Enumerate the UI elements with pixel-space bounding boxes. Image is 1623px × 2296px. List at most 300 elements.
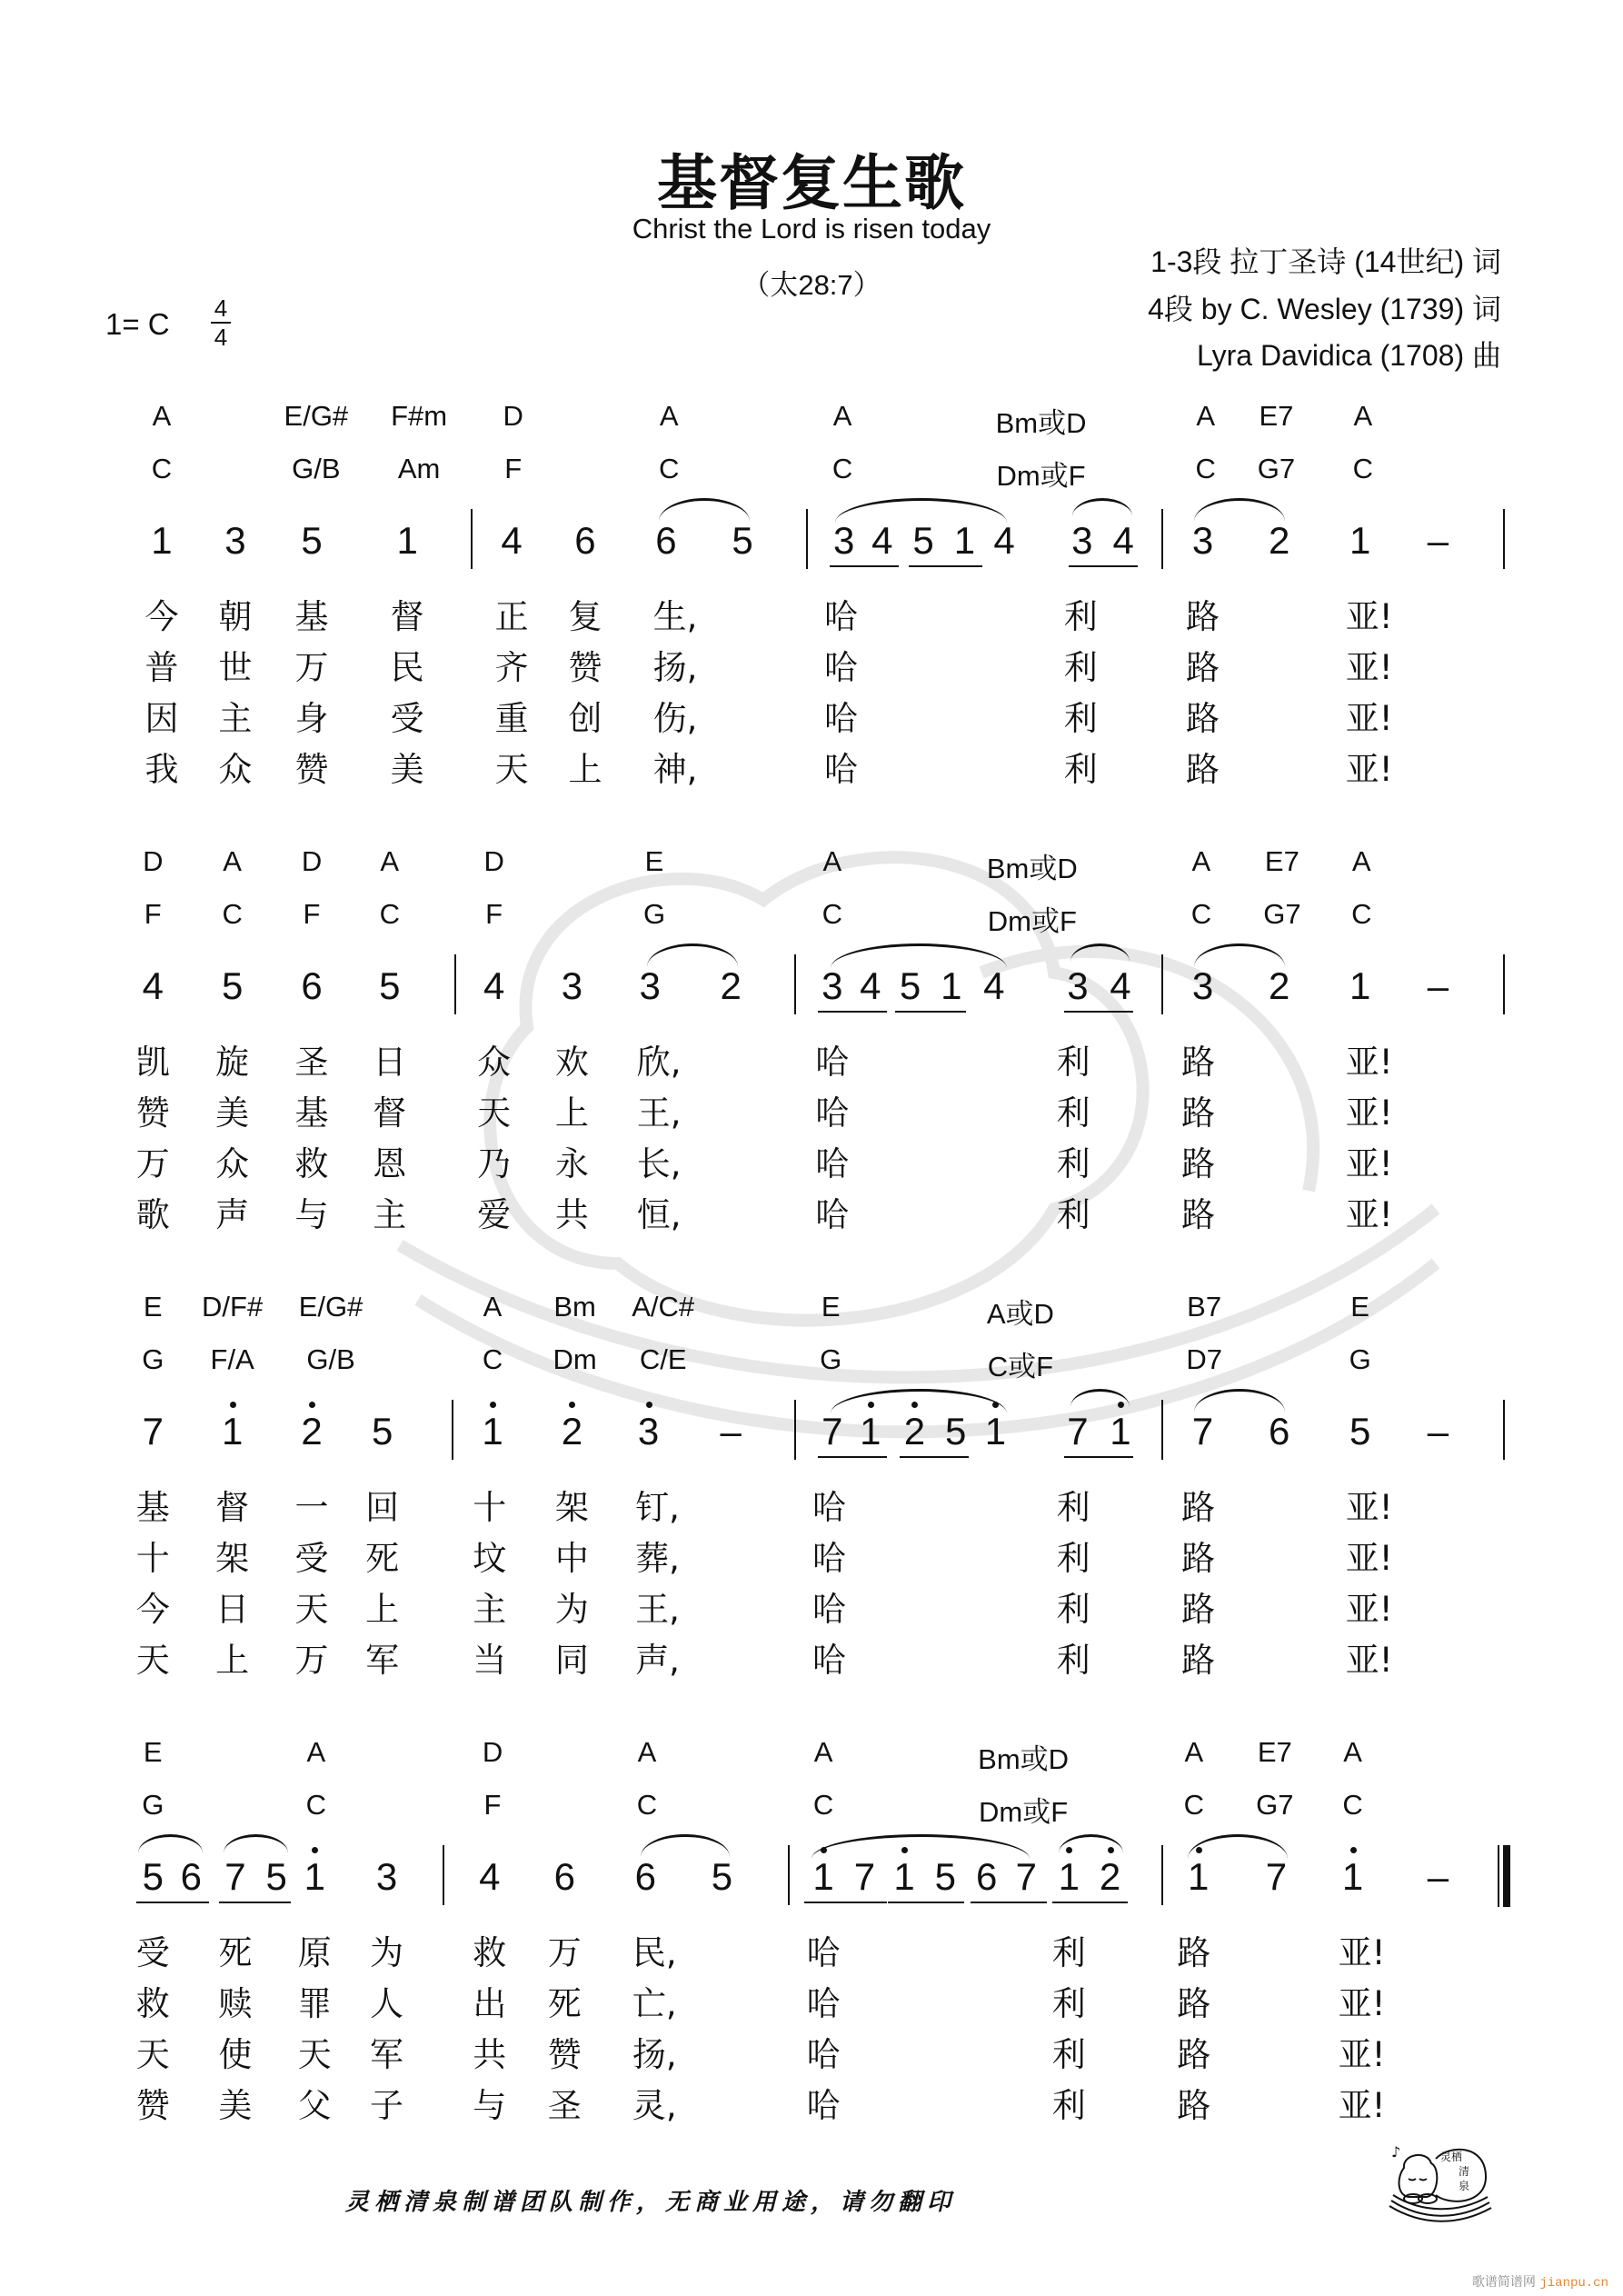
lyric-syllable: 死 bbox=[547, 1984, 582, 2023]
note: 4 bbox=[501, 519, 523, 562]
lyric-syllable: 军 bbox=[370, 2035, 404, 2074]
lyric-syllable: 赞 bbox=[568, 648, 602, 687]
chord-symbol: A bbox=[483, 1291, 503, 1323]
barline bbox=[794, 1400, 796, 1460]
high-octave-dot bbox=[309, 1402, 315, 1408]
chord-symbol: C bbox=[821, 898, 842, 930]
lyric-syllable: 今 bbox=[144, 597, 179, 636]
lyric-syllable: 众 bbox=[218, 750, 253, 789]
chord-symbol: C bbox=[1183, 1789, 1205, 1821]
lyric-syllable: 与 bbox=[294, 1195, 329, 1234]
lyric-syllable: 哈 bbox=[815, 1093, 850, 1133]
eighth-note-underline bbox=[1052, 1902, 1128, 1903]
lyric-syllable: 恩 bbox=[373, 1144, 407, 1183]
lyric-syllable: 灵, bbox=[632, 2086, 677, 2125]
lyric-syllable: 日 bbox=[215, 1590, 250, 1629]
lyric-syllable: 路 bbox=[1181, 1539, 1216, 1578]
chord-symbol: C bbox=[1351, 898, 1372, 930]
chord-symbol: Bm或D bbox=[995, 407, 1087, 439]
lyric-syllable: 共 bbox=[473, 2035, 507, 2074]
chord-symbol: Dm或F bbox=[996, 460, 1086, 492]
slur bbox=[1188, 1834, 1288, 1859]
lyric-syllable: 父 bbox=[297, 2086, 332, 2125]
lyric-syllable: 亚! bbox=[1345, 1590, 1393, 1629]
note: 3 bbox=[1067, 964, 1089, 1007]
lyric-syllable: 永 bbox=[554, 1144, 589, 1183]
note: 4 bbox=[479, 1855, 501, 1898]
chord-symbol: A bbox=[1191, 845, 1211, 877]
lyric-syllable: 哈 bbox=[806, 1984, 841, 2023]
lyric-syllable: 救 bbox=[294, 1144, 329, 1183]
chord-symbol: C bbox=[151, 453, 173, 484]
chord-symbol: E bbox=[821, 1291, 841, 1323]
lyric-syllable: 主 bbox=[473, 1590, 507, 1629]
lyric-syllable: 王, bbox=[636, 1093, 682, 1133]
logo-text: 灵栖 bbox=[1440, 2151, 1463, 2163]
note: 2 bbox=[1099, 1855, 1121, 1898]
lyric-syllable: 民 bbox=[390, 648, 424, 687]
svg-text:清: 清 bbox=[1459, 2165, 1470, 2178]
lyric-syllable: 路 bbox=[1181, 1093, 1216, 1133]
lyric-syllable: 复 bbox=[568, 597, 602, 636]
lyric-syllable: 人 bbox=[370, 1984, 404, 2023]
final-barline-thin bbox=[1498, 1845, 1499, 1907]
lyric-syllable: 万 bbox=[135, 1144, 170, 1183]
lyric-syllable: 回 bbox=[365, 1488, 400, 1527]
note: 1 bbox=[151, 519, 173, 562]
note: 7 bbox=[1015, 1855, 1038, 1898]
lyric-syllable: 督 bbox=[215, 1488, 250, 1527]
lyric-syllable: 我 bbox=[144, 750, 179, 789]
note: 4 bbox=[1110, 964, 1131, 1007]
lyrics-credit-1: 1-3段 拉丁圣诗 (14世纪) 词 bbox=[1150, 245, 1501, 278]
slur bbox=[835, 498, 1007, 523]
lyric-syllable: 利 bbox=[1056, 1093, 1090, 1133]
chord-symbol: F/A bbox=[210, 1343, 254, 1375]
chord-symbol: F bbox=[504, 453, 523, 484]
chord-symbol: D bbox=[143, 845, 164, 877]
lyric-syllable: 声, bbox=[635, 1641, 680, 1680]
lyric-syllable: 葬, bbox=[635, 1539, 680, 1578]
lyric-syllable: 利 bbox=[1056, 1195, 1090, 1234]
lyric-syllable: 救 bbox=[473, 1933, 507, 1972]
lyric-syllable: 钉, bbox=[635, 1488, 680, 1527]
lyric-syllable: 为 bbox=[370, 1933, 404, 1972]
note: 7 bbox=[1191, 1410, 1214, 1452]
lyric-syllable: 受 bbox=[390, 699, 424, 738]
lyric-syllable: 子 bbox=[370, 2086, 404, 2125]
note: 1 bbox=[396, 519, 418, 562]
lyric-syllable: 利 bbox=[1056, 1641, 1090, 1680]
lyric-syllable: 重 bbox=[494, 699, 529, 738]
music-credit: Lyra Davidica (1708) 曲 bbox=[1197, 339, 1501, 372]
chord-symbol: F bbox=[485, 898, 503, 930]
lingqi-qingquan-sheep-logo-icon bbox=[1386, 2141, 1495, 2227]
chord-symbol: G bbox=[820, 1343, 842, 1375]
lyric-syllable: 死 bbox=[365, 1539, 400, 1578]
lyric-syllable: 创 bbox=[568, 699, 602, 738]
lyric-syllable: 利 bbox=[1056, 1539, 1090, 1578]
lyric-syllable: 长, bbox=[636, 1144, 682, 1183]
chord-symbol: B7 bbox=[1187, 1291, 1222, 1323]
high-octave-dot bbox=[230, 1402, 236, 1408]
chord-symbol: A bbox=[1184, 1736, 1204, 1768]
chord-symbol: Dm或F bbox=[979, 1796, 1069, 1828]
chord-symbol: C bbox=[1352, 453, 1374, 484]
lyric-syllable: 哈 bbox=[812, 1539, 847, 1578]
eighth-note-underline bbox=[895, 1011, 966, 1013]
lyric-syllable: 基 bbox=[294, 597, 329, 636]
note: 7 bbox=[142, 1410, 164, 1452]
note: 5 bbox=[142, 1855, 164, 1898]
note: 5 bbox=[371, 1410, 393, 1452]
note: 5 bbox=[912, 519, 934, 562]
time-signature-top: 4 bbox=[214, 294, 228, 322]
lyric-syllable: 死 bbox=[218, 1933, 253, 1972]
lyric-syllable: 路 bbox=[1177, 1933, 1211, 1972]
song-subtitle: Christ the Lord is risen today bbox=[632, 213, 991, 245]
lyric-syllable: 圣 bbox=[294, 1043, 329, 1082]
lyric-syllable: 督 bbox=[390, 597, 424, 636]
lyric-syllable: 利 bbox=[1051, 1933, 1086, 1972]
chord-symbol: Bm或D bbox=[986, 853, 1078, 884]
lyric-syllable: 利 bbox=[1063, 699, 1098, 738]
lyric-syllable: 王, bbox=[635, 1590, 680, 1629]
barline bbox=[1161, 954, 1163, 1014]
chord-symbol: G7 bbox=[1263, 898, 1301, 930]
lyric-syllable: 路 bbox=[1181, 1641, 1216, 1680]
chord-symbol: Bm或D bbox=[978, 1743, 1070, 1775]
chord-symbol: A bbox=[1353, 400, 1373, 432]
lyric-syllable: 亚! bbox=[1345, 1539, 1393, 1578]
lyric-syllable: 众 bbox=[215, 1144, 250, 1183]
note: – bbox=[1427, 519, 1449, 562]
note: 6 bbox=[634, 1855, 656, 1898]
site-name-en: jianpu.cn bbox=[1539, 2276, 1608, 2291]
chord-symbol: A bbox=[380, 845, 400, 877]
lyric-syllable: 路 bbox=[1181, 1488, 1216, 1527]
note: 5 bbox=[221, 964, 244, 1007]
chord-symbol: C bbox=[305, 1789, 327, 1821]
lyric-syllable: 亚! bbox=[1345, 1488, 1393, 1527]
chord-symbol: A bbox=[1351, 845, 1371, 877]
barline bbox=[454, 954, 456, 1014]
lyric-syllable: 亚! bbox=[1345, 1144, 1393, 1183]
chord-symbol: C bbox=[636, 1789, 658, 1821]
eighth-note-underline bbox=[900, 1456, 969, 1458]
chord-symbol: D bbox=[482, 1736, 503, 1768]
chord-symbol: G bbox=[142, 1343, 164, 1375]
lyric-syllable: 亚! bbox=[1338, 2086, 1386, 2125]
slur bbox=[224, 1834, 288, 1853]
note: 4 bbox=[993, 519, 1015, 562]
chord-symbol: Dm或F bbox=[987, 905, 1077, 937]
slur bbox=[1194, 498, 1285, 522]
note: 6 bbox=[553, 1855, 575, 1898]
chord-symbol: A bbox=[637, 1736, 657, 1768]
note: 4 bbox=[860, 964, 881, 1007]
note: 6 bbox=[574, 519, 596, 562]
chord-symbol: E bbox=[143, 1291, 163, 1323]
lyric-syllable: 亚! bbox=[1345, 1641, 1393, 1680]
lyric-syllable: 赞 bbox=[547, 2035, 582, 2074]
lyric-syllable: 原 bbox=[297, 1933, 332, 1972]
lyric-syllable: 上 bbox=[365, 1590, 400, 1629]
chord-symbol: E bbox=[1350, 1291, 1369, 1323]
note: 2 bbox=[1268, 964, 1290, 1007]
chord-symbol: E7 bbox=[1257, 1736, 1292, 1768]
lyric-syllable: 路 bbox=[1177, 2086, 1211, 2125]
eighth-note-underline bbox=[219, 1902, 291, 1903]
lyric-syllable: 路 bbox=[1186, 648, 1220, 687]
lyric-syllable: 路 bbox=[1186, 750, 1220, 789]
lyric-syllable: 出 bbox=[473, 1984, 507, 2023]
site-watermark bbox=[1472, 2272, 1608, 2291]
note: 4 bbox=[1112, 519, 1134, 562]
chord-symbol: D/F# bbox=[202, 1291, 264, 1323]
site-name-cn: 歌谱简谱网 bbox=[1471, 2275, 1536, 2290]
lyric-syllable: 天 bbox=[297, 2035, 332, 2074]
eighth-note-underline bbox=[804, 1902, 887, 1903]
chord-symbol: C bbox=[1342, 1789, 1363, 1821]
lyric-syllable: 普 bbox=[144, 648, 179, 687]
lyric-syllable: 哈 bbox=[815, 1144, 850, 1183]
note: 7 bbox=[1265, 1855, 1288, 1898]
slur bbox=[659, 498, 750, 522]
chord-symbol: A bbox=[152, 400, 172, 432]
note: 4 bbox=[871, 519, 893, 562]
note: 1 bbox=[941, 964, 962, 1007]
lyric-syllable: 为 bbox=[554, 1590, 589, 1629]
barline bbox=[452, 1400, 453, 1460]
lyric-syllable: 中 bbox=[554, 1539, 589, 1578]
lyric-syllable: 亚! bbox=[1338, 1984, 1386, 2023]
note: 1 bbox=[1341, 1855, 1364, 1898]
lyric-syllable: 上 bbox=[215, 1641, 250, 1680]
chord-symbol: D bbox=[483, 845, 504, 877]
lyric-syllable: 主 bbox=[218, 699, 253, 738]
note: – bbox=[1427, 964, 1449, 1007]
chord-symbol: C bbox=[379, 898, 400, 930]
slur bbox=[641, 1834, 729, 1857]
lyric-syllable: 今 bbox=[135, 1590, 170, 1629]
lyric-syllable: 利 bbox=[1056, 1590, 1090, 1629]
note: 5 bbox=[1349, 1410, 1371, 1452]
note: 3 bbox=[639, 964, 661, 1007]
lyric-syllable: 赞 bbox=[135, 1093, 170, 1133]
note: 2 bbox=[903, 1410, 926, 1452]
note: 1 bbox=[812, 1855, 834, 1898]
key-signature: 1= C bbox=[105, 307, 170, 341]
lyric-syllable: 主 bbox=[373, 1195, 407, 1234]
eighth-note-underline bbox=[818, 1456, 887, 1458]
lyric-syllable: 旋 bbox=[215, 1043, 250, 1082]
note: 1 bbox=[304, 1855, 325, 1898]
lyric-syllable: 路 bbox=[1177, 2035, 1211, 2074]
lyric-syllable: 亚! bbox=[1345, 750, 1393, 789]
slur bbox=[1059, 1834, 1123, 1853]
lyric-syllable: 哈 bbox=[812, 1641, 847, 1680]
lyric-syllable: 利 bbox=[1051, 1984, 1086, 2023]
chord-symbol: E bbox=[644, 845, 664, 877]
lyric-syllable: 受 bbox=[294, 1539, 329, 1578]
note: – bbox=[1427, 1410, 1449, 1452]
high-octave-dot bbox=[490, 1402, 496, 1408]
lyric-syllable: 正 bbox=[494, 597, 529, 636]
eighth-note-underline bbox=[136, 1902, 208, 1903]
lyric-syllable: 利 bbox=[1056, 1488, 1090, 1527]
barline bbox=[1161, 1845, 1163, 1905]
lyric-syllable: 哈 bbox=[812, 1488, 847, 1527]
note: 1 bbox=[1187, 1855, 1210, 1898]
chord-symbol: C bbox=[222, 898, 243, 930]
lyric-syllable: 与 bbox=[473, 2086, 507, 2125]
lyric-syllable: 乃 bbox=[477, 1144, 512, 1183]
lyric-syllable: 世 bbox=[218, 648, 253, 687]
slur bbox=[812, 1834, 1029, 1859]
lyric-syllable: 坟 bbox=[473, 1539, 507, 1578]
lyric-syllable: 路 bbox=[1186, 699, 1220, 738]
scripture-reference: （太28:7） bbox=[742, 269, 881, 301]
lyric-syllable: 军 bbox=[365, 1641, 400, 1680]
lyric-syllable: 亚! bbox=[1345, 1093, 1393, 1133]
chord-symbol: D bbox=[503, 400, 523, 432]
lyric-syllable: 利 bbox=[1056, 1043, 1090, 1082]
note: 6 bbox=[975, 1855, 998, 1898]
note: 3 bbox=[561, 964, 583, 1007]
chord-symbol: A bbox=[659, 400, 679, 432]
chord-symbol: G7 bbox=[1257, 453, 1296, 484]
chord-symbol: G7 bbox=[1256, 1789, 1294, 1821]
lyrics-credit-2: 4段 by C. Wesley (1739) 词 bbox=[1148, 293, 1501, 325]
lyric-syllable: 路 bbox=[1177, 1984, 1211, 2023]
svg-text:泉: 泉 bbox=[1459, 2180, 1470, 2192]
note: 5 bbox=[945, 1410, 967, 1452]
lyric-syllable: 哈 bbox=[823, 699, 858, 738]
time-signature bbox=[211, 296, 231, 349]
chord-symbol: F bbox=[483, 1789, 502, 1821]
eighth-note-underline bbox=[1069, 565, 1138, 567]
lyric-syllable: 哈 bbox=[823, 597, 858, 636]
lyric-syllable: 亚! bbox=[1338, 1933, 1386, 1972]
chord-symbol: G/B bbox=[306, 1343, 355, 1375]
lyric-syllable: 天 bbox=[477, 1093, 512, 1133]
barline bbox=[443, 1845, 444, 1905]
eighth-note-underline bbox=[818, 1011, 887, 1013]
lyric-syllable: 亚! bbox=[1345, 699, 1393, 738]
lyric-syllable: 天 bbox=[494, 750, 529, 789]
note: 3 bbox=[637, 1410, 660, 1452]
note: 6 bbox=[1268, 1410, 1290, 1452]
lyric-syllable: 因 bbox=[144, 699, 179, 738]
barline bbox=[806, 509, 808, 569]
chord-symbol: A bbox=[813, 1736, 833, 1768]
note: 6 bbox=[180, 1855, 203, 1898]
chord-symbol: C bbox=[1190, 898, 1212, 930]
eighth-note-underline bbox=[830, 565, 899, 567]
lyric-syllable: 共 bbox=[554, 1195, 589, 1234]
chord-symbol: G bbox=[642, 898, 666, 930]
barline bbox=[788, 1845, 790, 1905]
lyric-syllable: 受 bbox=[135, 1933, 170, 1972]
lyric-syllable: 路 bbox=[1181, 1043, 1216, 1082]
lyric-syllable: 路 bbox=[1186, 597, 1220, 636]
lyric-syllable: 哈 bbox=[815, 1195, 850, 1234]
lyric-syllable: 歌 bbox=[135, 1195, 170, 1234]
note: 3 bbox=[833, 519, 855, 562]
high-octave-dot bbox=[312, 1847, 318, 1853]
eighth-note-underline bbox=[1064, 1456, 1133, 1458]
note: 1 bbox=[221, 1410, 244, 1452]
note: 7 bbox=[821, 1410, 843, 1452]
lyric-syllable: 赞 bbox=[294, 750, 329, 789]
note: 1 bbox=[953, 519, 976, 562]
note: 3 bbox=[1191, 519, 1214, 562]
lyric-syllable: 上 bbox=[554, 1093, 589, 1133]
note: 4 bbox=[983, 964, 1005, 1007]
lyric-syllable: 哈 bbox=[815, 1043, 850, 1082]
note: 1 bbox=[1349, 519, 1371, 562]
note: – bbox=[1427, 1855, 1449, 1898]
lyric-syllable: 十 bbox=[135, 1539, 170, 1578]
lyric-syllable: 亚! bbox=[1345, 648, 1393, 687]
lyric-syllable: 哈 bbox=[823, 750, 858, 789]
lyric-syllable: 亚! bbox=[1345, 1195, 1393, 1234]
lyric-syllable: 欢 bbox=[554, 1043, 589, 1082]
lyric-syllable: 万 bbox=[547, 1933, 582, 1972]
note: 3 bbox=[375, 1855, 398, 1898]
note: 1 bbox=[1058, 1855, 1080, 1898]
note: 7 bbox=[1067, 1410, 1089, 1452]
lyric-syllable: 凯 bbox=[135, 1043, 170, 1082]
lyric-syllable: 伤, bbox=[652, 699, 698, 738]
lyric-syllable: 天 bbox=[135, 1641, 170, 1680]
lyric-syllable: 救 bbox=[135, 1984, 170, 2023]
lyric-syllable: 上 bbox=[568, 750, 602, 789]
lyric-syllable: 一 bbox=[294, 1488, 329, 1527]
chord-symbol: C bbox=[812, 1789, 834, 1821]
lyric-syllable: 万 bbox=[294, 648, 329, 687]
chord-symbol: D bbox=[301, 845, 323, 877]
note: 7 bbox=[853, 1855, 876, 1898]
lyric-syllable: 架 bbox=[215, 1539, 250, 1578]
lyric-syllable: 当 bbox=[473, 1641, 507, 1680]
background-sheep-watermark-icon bbox=[345, 791, 1490, 1482]
lyric-syllable: 十 bbox=[473, 1488, 507, 1527]
chord-symbol: E7 bbox=[1259, 400, 1294, 432]
lyric-syllable: 哈 bbox=[806, 1933, 841, 1972]
chord-symbol: C bbox=[1195, 453, 1216, 484]
note: 3 bbox=[1191, 964, 1214, 1007]
lyric-syllable: 基 bbox=[135, 1488, 170, 1527]
eighth-note-underline bbox=[1064, 1011, 1133, 1013]
chord-symbol: Bm bbox=[553, 1291, 596, 1323]
note: 5 bbox=[379, 964, 401, 1007]
lyric-syllable: 基 bbox=[294, 1093, 329, 1133]
lyric-syllable: 圣 bbox=[547, 2086, 582, 2125]
lyric-syllable: 赞 bbox=[135, 2086, 170, 2125]
chord-symbol: A bbox=[1343, 1736, 1362, 1768]
lyric-syllable: 朝 bbox=[218, 597, 253, 636]
barline bbox=[471, 509, 473, 569]
high-octave-dot bbox=[646, 1402, 652, 1408]
note: 4 bbox=[483, 964, 505, 1007]
note: 1 bbox=[482, 1410, 503, 1452]
lyric-syllable: 罪 bbox=[297, 1984, 332, 2023]
chord-symbol: A bbox=[822, 845, 842, 877]
lyric-syllable: 身 bbox=[294, 699, 329, 738]
chord-symbol: G bbox=[142, 1789, 164, 1821]
